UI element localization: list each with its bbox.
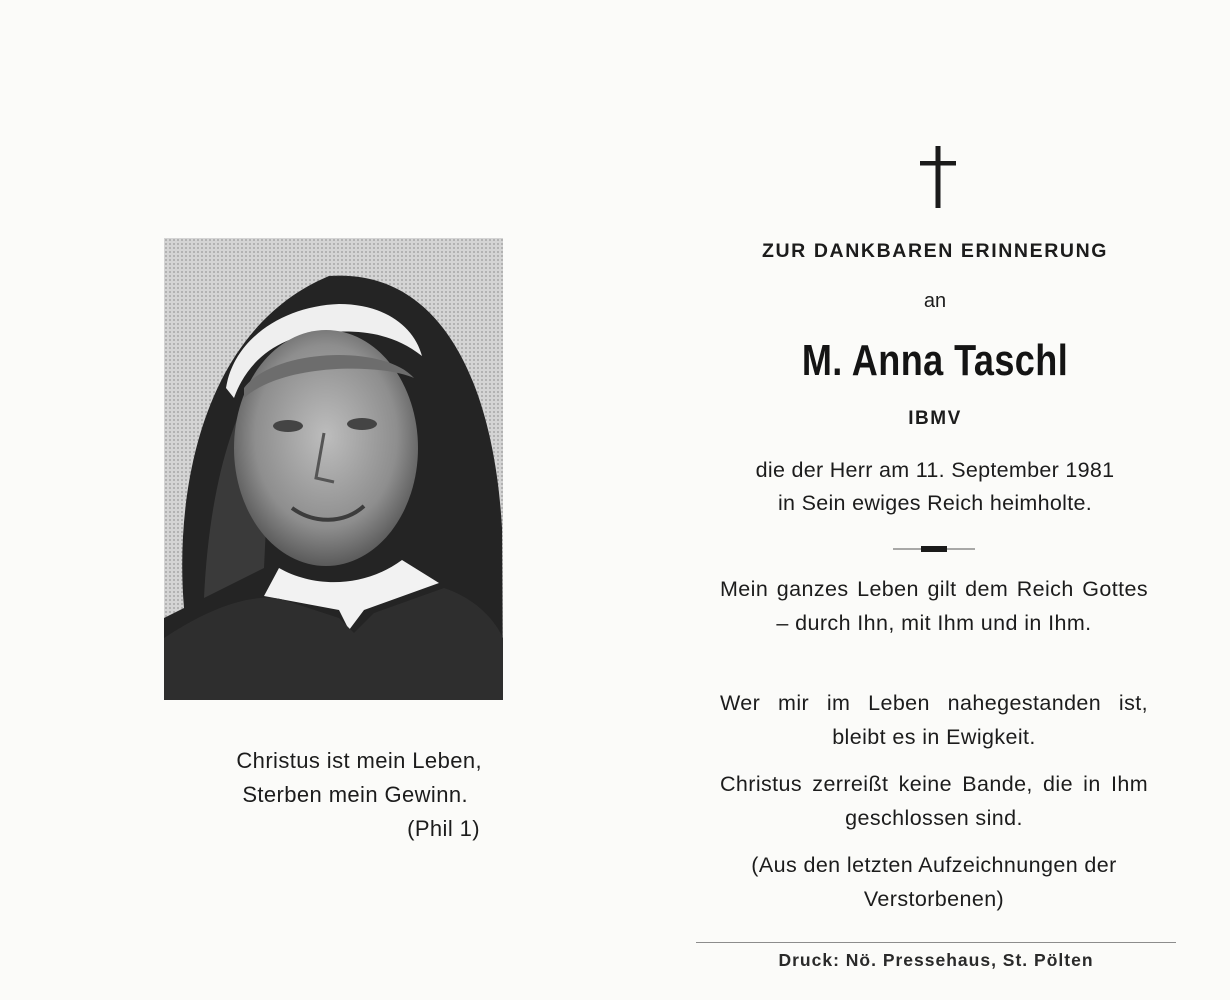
deceased-name: M. Anna Taschl (801, 336, 1069, 385)
death-notice-line: die der Herr am 11. September 1981 (755, 458, 1115, 482)
attribution-paragraph: (Aus den letzten Aufzeichnungen der Verstorbenen) (751, 853, 1117, 911)
quote-source: (Phil 1) (407, 816, 480, 841)
death-notice (715, 454, 1155, 520)
bible-quote (150, 744, 490, 846)
quote-line: Christus ist mein Leben, (236, 748, 482, 773)
reflection-paragraph: Mein ganzes Leben gilt dem Reich Gottes – durch Ihn, mit Ihm und in Ihm. (720, 577, 1148, 635)
death-notice-line: in Sein ewiges Reich heimholte. (777, 491, 1093, 515)
latin-cross-icon (918, 146, 958, 208)
portrait-photo (164, 238, 503, 700)
printer-credit: Druck: Nö. Pressehaus, St. Pölten (778, 950, 1094, 970)
memorial-heading: ZUR DANKBAREN ERINNERUNG (761, 240, 1109, 262)
quote-line: Sterben mein Gewinn. (242, 782, 468, 807)
reflection-paragraph: Wer mir im Leben nahegestanden ist, bleibt es in Ewigkeit. (720, 691, 1148, 749)
ornamental-divider (893, 544, 975, 554)
religious-order: IBMV (908, 408, 962, 429)
dedication-word: an (923, 290, 947, 312)
footer-rule (696, 942, 1176, 943)
reflection-paragraph: Christus zerreißt keine Bande, die in Ihm geschlossen sind. (720, 772, 1148, 830)
